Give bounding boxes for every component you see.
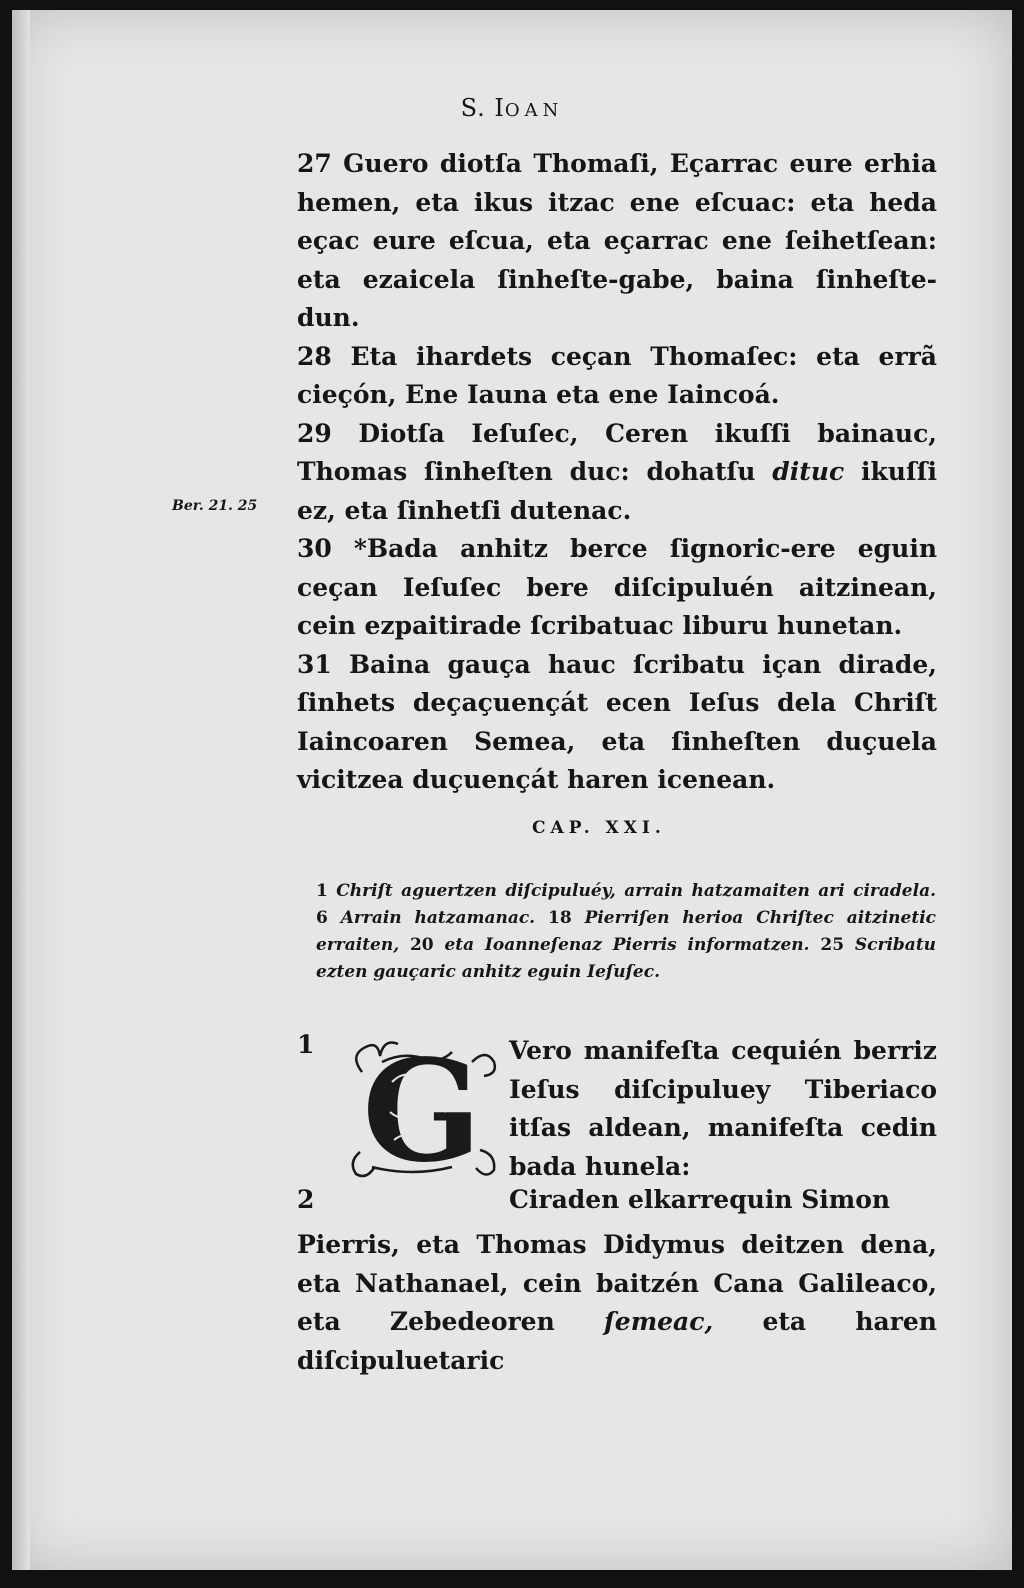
verse-27: 27 Guero diotſa Thomaſi, Eçarrac eure erhia hemen, eta ikus itzac ene eſcuac: eta heda eçac eure eſcua, eta eçarrac ene ſeihetſean: eta ezaicela ſinheſte-gabe, baina ſinheſte-dun. <box>297 149 937 332</box>
verse-31: 31 Baina gauça hauc ſcribatu içan dirade, ſinhets deçaçuençát ecen Ieſus dela Chriſt Iaincoaren Semea, eta ſinheſten duçuela vicitzea duçuençát haren icenean. <box>297 649 937 794</box>
page-spine-shadow <box>12 10 30 1570</box>
verse-1-text: Vero manifeſta cequién berriz Ieſus diſcipuluey Tiberiaco itſas aldean, manifeſta cedin bada hunela: <box>509 1036 937 1181</box>
summary-num: 25 <box>820 935 845 955</box>
verse-2-italic: ſemeac, <box>604 1307 714 1336</box>
verse-29-italic: dituc <box>772 457 845 486</box>
verse-29 <box>297 415 937 531</box>
margin-reference: Ber. 21. 25 <box>172 498 258 514</box>
summary-text: Scribatu ezten gauçaric anhitz eguin Ieſuſec. <box>316 935 937 982</box>
summary-text: Pierriſen herioa Chriſtec aitzinetic erraiten, <box>316 908 936 955</box>
running-header <box>12 94 1012 122</box>
ornamental-initial-icon <box>342 1032 502 1182</box>
verse-30: 30 *Bada anhitz berce ſignoric-ere eguin ceçan Ieſuſec bere diſcipuluén aitzinean, cein ezpaitirade ſcribatuac liburu hunetan. <box>297 534 937 640</box>
summary-num: 18 <box>548 908 572 928</box>
summary-num: 6 <box>316 908 328 928</box>
verse-1-number: 1 <box>297 1030 315 1059</box>
verse-28: 28 Eta ihardets ceçan Thomaſec: eta errã cieçón, Ene Iauna eta ene Iaincoá. <box>297 341 937 409</box>
verse-2-part-a: Pierris, eta Thomas Didymus deitzen dena, eta Nathanael, cein baitzén Cana Galileaco, eta Zebedeoren <box>297 1230 937 1336</box>
summary-text: Arrain hatzamanac. <box>340 908 536 928</box>
summary-text: Chriſt aguertzen diſcipuluéy, arrain hatzamaiten ari ciradela. <box>336 881 937 901</box>
header-smallcaps: OAN <box>504 100 564 121</box>
chapter-summary <box>316 878 936 986</box>
summary-text: eta Ioanneſenaz Pierris informatzen. <box>444 935 810 955</box>
verse-2-text <box>297 1226 937 1380</box>
initial-letter: G <box>362 1032 482 1182</box>
verse-29-a: 29 Diotſa Ieſuſec, Ceren ikuſſi bainauc, Thomas ſinheſten duc: dohatſu <box>297 418 937 486</box>
book-page <box>12 10 1012 1570</box>
verses-top <box>297 145 937 800</box>
verse-2-first-line: Ciraden elkarrequin Simon <box>509 1185 891 1214</box>
verse-2-number: 2 <box>297 1185 315 1214</box>
verse-2-part-b: eta haren diſcipuluetaric <box>297 1307 937 1375</box>
chapter-heading: CAP. XXI. <box>532 818 666 838</box>
header-initial: S. I <box>460 94 505 122</box>
verse-29-b: ikuſſi ez, eta ſinhetſi dutenac. <box>297 457 937 525</box>
summary-num: 20 <box>409 935 434 955</box>
summary-num: 1 <box>316 881 328 901</box>
